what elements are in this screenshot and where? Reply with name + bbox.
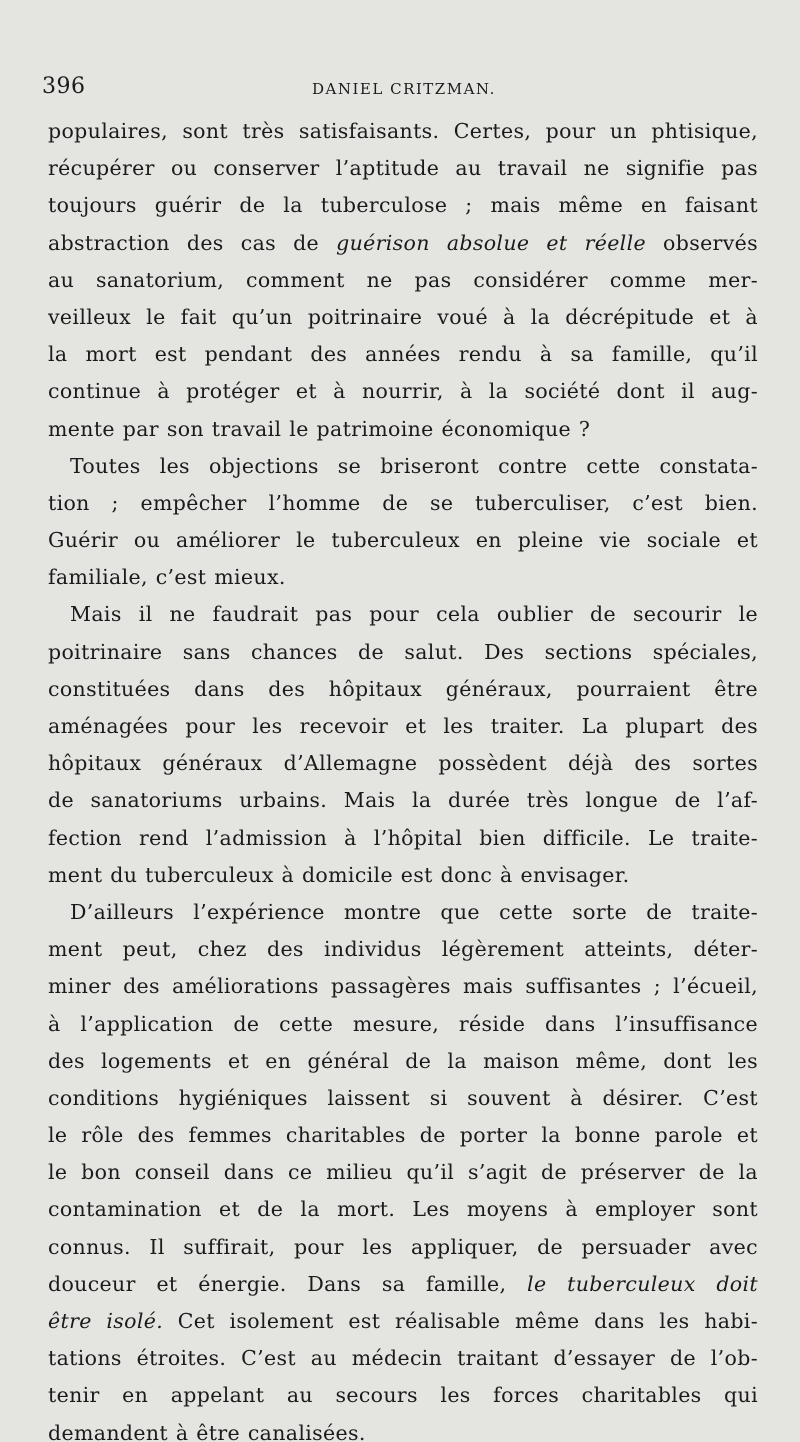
italic-text: être isolé. xyxy=(48,1309,164,1333)
text-line xyxy=(48,299,758,336)
text-line xyxy=(48,708,758,745)
text-line xyxy=(48,857,758,894)
text-span: Toutes les objections se briseront contre cette constata- xyxy=(70,453,758,478)
text-span: au sanatorium, comment ne pas considérer comme mer- xyxy=(48,267,758,292)
text-line xyxy=(48,113,758,150)
text-line xyxy=(48,1340,758,1377)
text-line xyxy=(48,411,758,448)
text-span: des logements et en général de la maison même, dont les xyxy=(48,1048,758,1073)
text-line xyxy=(48,1266,758,1303)
text-span: récupérer ou conserver l’aptitude au travail ne signifie pas xyxy=(48,156,758,181)
text-line xyxy=(48,782,758,819)
text-line xyxy=(48,373,758,410)
text-line xyxy=(48,225,758,262)
text-line xyxy=(48,1043,758,1080)
text-span: la mort est pendant des années rendu à sa famille, qu’il xyxy=(48,342,758,367)
text-span: mente par son travail le patrimoine économique ? xyxy=(48,416,591,441)
text-line xyxy=(48,1154,758,1191)
text-line xyxy=(48,671,758,708)
text-span: poitrinaire sans chances de salut. Des sections spéciales, xyxy=(48,639,758,664)
text-span: ment peut, chez des individus légèrement atteints, déter- xyxy=(48,937,758,962)
text-line xyxy=(48,448,758,485)
text-line xyxy=(48,336,758,373)
text-line xyxy=(48,634,758,671)
text-span: tion ; empêcher l’homme de se tuberculiser, c’est bien. xyxy=(48,490,758,515)
text-span: douceur et énergie. Dans sa famille, xyxy=(48,1271,528,1296)
text-line xyxy=(48,1303,758,1340)
page-number: 396 xyxy=(42,74,86,99)
text-span: Cet isolement est réalisable même dans les habi- xyxy=(163,1309,758,1333)
text-line xyxy=(48,1117,758,1154)
text-span: D’ailleurs l’expérience montre que cette sorte de traite- xyxy=(70,899,758,924)
text-span: veilleux le fait qu’un poitrinaire voué à la décrépitude et à xyxy=(48,304,758,329)
italic-text: guérison absolue et réelle xyxy=(336,230,646,255)
text-span: populaires, sont très satisfaisants. Certes, pour un phtisique, xyxy=(48,119,758,143)
text-span: le rôle des femmes charitables de porter la bonne parole et xyxy=(48,1123,758,1148)
text-span: familiale, c’est mieux. xyxy=(48,565,286,590)
text-span: observés xyxy=(645,230,758,255)
text-line xyxy=(48,1191,758,1228)
text-span: demandent à être canalisées. xyxy=(48,1420,366,1442)
text-line xyxy=(48,1377,758,1414)
text-line xyxy=(48,522,758,559)
text-line xyxy=(48,150,758,187)
text-line xyxy=(48,745,758,782)
text-span: ment du tuberculeux à domicile est donc à envisager. xyxy=(48,862,630,887)
italic-text: le tuberculeux doit xyxy=(527,1271,758,1296)
text-line xyxy=(48,931,758,968)
body-text xyxy=(48,113,758,1442)
text-span: à l’application de cette mesure, réside dans l’insuffisance xyxy=(48,1011,758,1036)
text-line xyxy=(48,820,758,857)
text-span: constituées dans des hôpitaux généraux, pourraient être xyxy=(48,676,758,701)
text-line xyxy=(48,596,758,633)
text-span: contamination et de la mort. Les moyens à employer sont xyxy=(48,1197,758,1222)
text-span: fection rend l’admission à l’hôpital bien difficile. Le traite- xyxy=(48,825,758,850)
text-span: toujours guérir de la tuberculose ; mais même en faisant xyxy=(48,193,758,218)
text-span: miner des améliorations passagères mais suffisantes ; l’écueil, xyxy=(48,974,758,999)
text-line xyxy=(48,1006,758,1043)
text-span: Guérir ou améliorer le tuberculeux en pleine vie sociale et xyxy=(48,528,758,553)
text-line xyxy=(48,187,758,224)
text-line xyxy=(48,559,758,596)
text-line xyxy=(48,262,758,299)
text-span: tations étroites. C’est au médecin traitant d’essayer de l’ob- xyxy=(48,1346,758,1371)
text-span: le bon conseil dans ce milieu qu’il s’agit de préserver de la xyxy=(48,1160,758,1185)
running-head: DANIEL CRITZMAN. xyxy=(312,80,496,98)
text-span: connus. Il suffirait, pour les appliquer, de persuader avec xyxy=(48,1234,758,1259)
text-span: hôpitaux généraux d’Allemagne possèdent déjà des sortes xyxy=(48,751,758,776)
text-line xyxy=(48,1080,758,1117)
text-span: aménagées pour les recevoir et les traiter. La plupart des xyxy=(48,714,758,738)
text-line xyxy=(48,1229,758,1266)
text-line xyxy=(48,968,758,1005)
text-span: abstraction des cas de xyxy=(48,230,337,255)
text-line xyxy=(48,894,758,931)
text-line xyxy=(48,485,758,522)
text-span: Mais il ne faudrait pas pour cela oublier de secourir le xyxy=(70,602,758,627)
text-line xyxy=(48,1415,758,1442)
text-span: tenir en appelant au secours les forces charitables qui xyxy=(48,1383,758,1408)
text-span: continue à protéger et à nourrir, à la société dont il aug- xyxy=(48,379,758,404)
page-header xyxy=(42,74,760,104)
text-span: de sanatoriums urbains. Mais la durée très longue de l’af- xyxy=(48,788,758,813)
text-span: conditions hygiéniques laissent si souvent à désirer. C’est xyxy=(48,1085,758,1110)
